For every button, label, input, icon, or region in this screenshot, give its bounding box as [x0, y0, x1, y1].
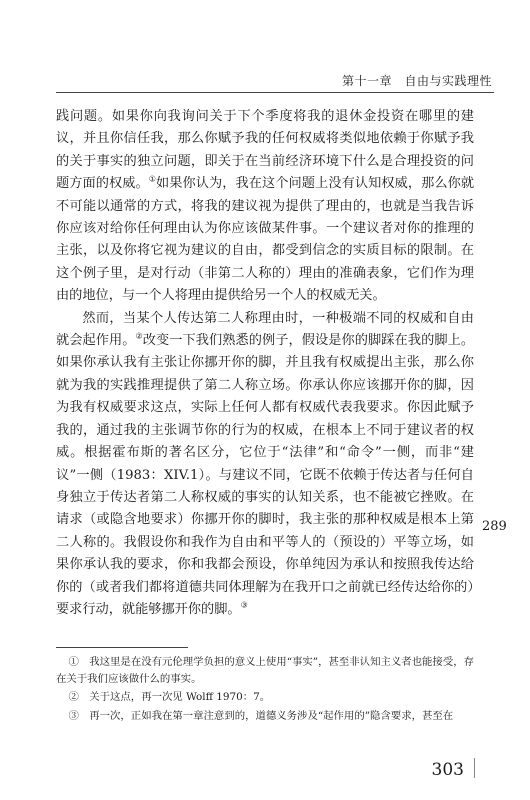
footnote-3: ③ 再一次，正如我在第一章注意到的，道德义务涉及“起作用的”隐含要求，甚至在: [68, 709, 454, 722]
paragraph-1: [56, 106, 474, 308]
footnote-ref-3[interactable]: ③: [240, 600, 248, 610]
paragraph-2: [56, 308, 474, 622]
running-header: 第十一章 自由与实践理性: [341, 74, 492, 88]
paragraph-1-text: 践问题。如果你向我询问关于下个季度将我的退休金投资在哪里的建议，并且你信任我，那么你赋予我的任何权威将类似地依赖于你赋予我的关于事实的独立问题，即关于在当前经济环境下什么是合理投资的问题方面的权威。: [56, 109, 474, 192]
footnote-ref-2[interactable]: ②: [135, 331, 143, 341]
footnote-rule: [56, 647, 188, 648]
page-number-rule: [474, 758, 475, 778]
paragraph-2-text-cont: 改变一下我们熟悉的例子，假设是你的脚踩在我的脚上。如果你承认我有主张让你挪开你的脚，并且我有权威提出主张，那么你就为我的实践推理提供了第二人称立场。你承认你应该挪开你的脚，因为我有权威要求这点，实际上任何人都有权威代表我要求。你因此赋予我的，通过我的主张调节你的行为的权威，在根本上不同于建议者的权威。根据霍布斯的著名区分，它位于“法律”和“命令”一侧，而非“建议”一侧（1983：XIV.1）。与建议不同，它既不依赖于传达者与任何自身独立于传达者第二人称权威的事实的认知关系，也不能被它挫败。在请求（或隐含地要求）你挪开你的脚时，我主张的那种权威是根本上第二人称的。我假设你和我作为自由和平等人的（预设的）平等立场，如果你承认我的要求，你和我都会预设，你单纯因为承认和按照我传达给你的（或者我们都将道德共同体理解为在我开口之前就已经传达给你的）要求行动，就能够挪开你的脚。: [56, 333, 475, 617]
footnotes: [56, 654, 474, 726]
paragraph-1-text-cont: 如果你认为，我在这个问题上没有认知权威，那么你就不可能以通常的方式，将我的建议视为提供了理由的，也就是当我告诉你应该对给你任何理由认为你应该做某件事。一个建议者对你的推理的主张，以及你将它视为建议的自由，都受到信念的实质目标的限制。在这个例子里，是对行动（非第二人称的）理由的准确表象，它们作为理由的地位，与一个人将理由提供给另一个人的权威无关。: [56, 176, 475, 304]
header-rule: [56, 92, 494, 93]
footnote-ref-1[interactable]: ①: [148, 174, 157, 184]
paragraph-2-text: 然而，当某个人传达第二人称理由时，一种极端不同的权威和自由就会起作用。: [56, 310, 474, 349]
main-text: [56, 106, 474, 621]
footnote-1: ① 我这里是在没有元伦理学负担的意义上使用“事实”，甚至非认知主义者也能接受，存在关于我们应该做什么的事实。: [56, 656, 474, 685]
footnote-2: ② 关于这点，再一次见 Wolff 1970：7。: [68, 691, 271, 703]
margin-page-number: 289: [482, 519, 507, 534]
page-number: 303: [431, 760, 464, 780]
